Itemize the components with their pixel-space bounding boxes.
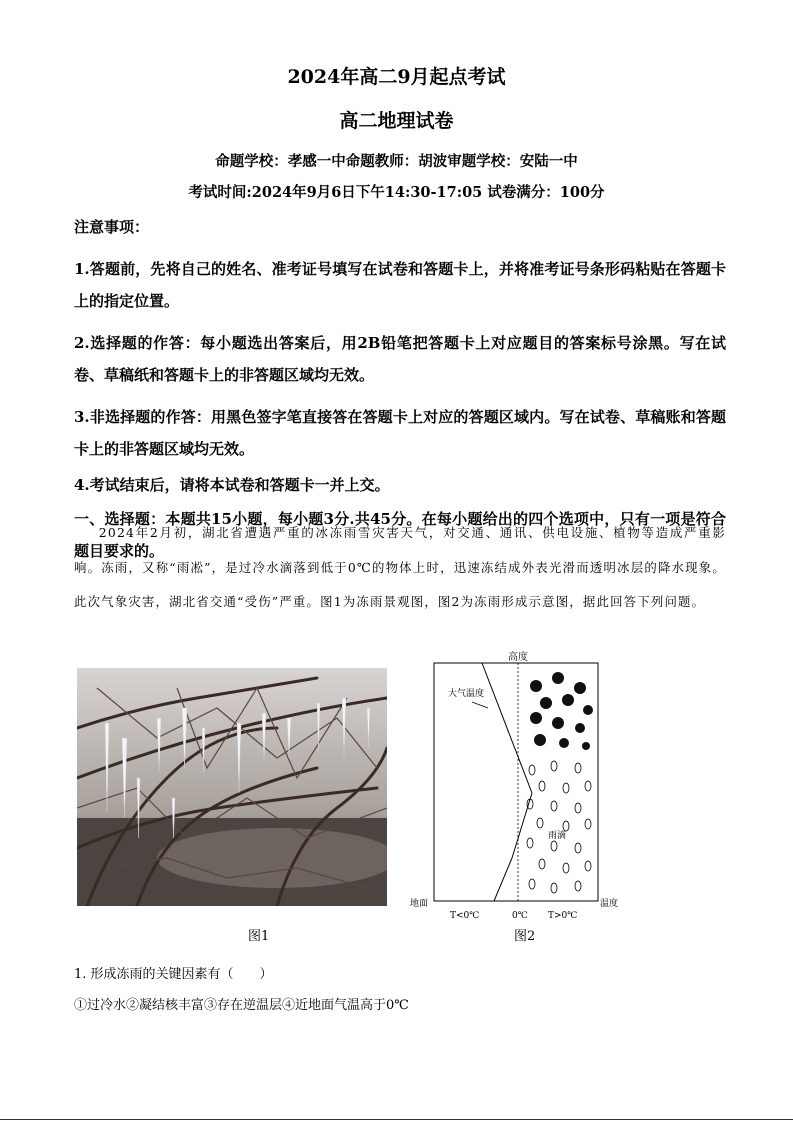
t-below-label: T<0℃ (450, 911, 480, 920)
exam-subtitle: 高二地理试卷 (339, 110, 454, 132)
page-bottom-line (0, 1119, 793, 1120)
reading-passage (74, 516, 726, 620)
school-line: 命题学校：孝感一中命题教师：胡波审题学校：安陆一中 (215, 153, 578, 170)
axis-height-label: 高度 (508, 652, 528, 663)
notice-item-1: 1.答题前，先将自己的姓名、准考证号填写在试卷和答题卡上，并将准考证号条形码粘贴在答题卡上的指定位置。 (74, 260, 726, 310)
ground-label: 地面 (410, 899, 429, 909)
t-above-label: T>0℃ (548, 911, 578, 920)
icicle-photo (77, 668, 387, 906)
notice-section (74, 211, 726, 567)
air-temp-label: 大气温度 (448, 689, 485, 699)
temperature-label: 温度 (600, 899, 619, 909)
notice-item-4: 4.考试结束后，请将本试卷和答题卡一并上交。 (74, 476, 390, 494)
exam-title: 2024年高二9月起点考试 (287, 66, 506, 88)
zero-label: 0℃ (512, 911, 528, 920)
notice-heading: 注意事项： (74, 218, 150, 236)
exam-info: 考试时间:2024年9月6日下午14:30-17:05 试卷满分：100分 (188, 184, 605, 201)
raindrop-label: 雨滴 (548, 831, 567, 841)
question1-options: ①过冷水②凝结核丰富③存在逆温层④近地面气温高于0℃ (74, 998, 409, 1013)
notice-item-2: 2.选择题的作答：每小题选出答案后，用2B铅笔把答题卡上对应题目的答案标号涂黑。写在试卷、草稿纸和答题卡上的非答题区域均无效。 (74, 334, 726, 384)
section1-heading: 一、选择题：本题共15小题，每小题3分.共45分。在每小题给出的四个选项中，只有一项是符合题目要求的。 (74, 510, 726, 560)
passage-text: 2024年2月初，湖北省遭遇严重的冰冻雨雪灾害天气，对交通、通讯、供电设施、植物等造成严重影响。冻雨，又称“雨凇”，是过冷水滴落到低于0℃的物体上时，迅速冻结成外表光滑而透明冰层的降水现象。此次气象灾害，湖北省交通“受伤”严重。图1为冻雨景观图，图2为冻雨形成示意图，据此回答下列问题。 (74, 525, 726, 609)
question1-stem: 1. 形成冻雨的关键因素有（ ） (74, 967, 273, 982)
freezing-rain-diagram (408, 648, 628, 920)
figure1-caption: 图1 (248, 929, 270, 944)
notice-item-3: 3.非选择题的作答：用黑色签字笔直接答在答题卡上对应的答题区域内。写在试卷、草稿账和答题卡上的非答题区域均无效。 (74, 408, 726, 458)
figure2-caption: 图2 (514, 929, 536, 944)
